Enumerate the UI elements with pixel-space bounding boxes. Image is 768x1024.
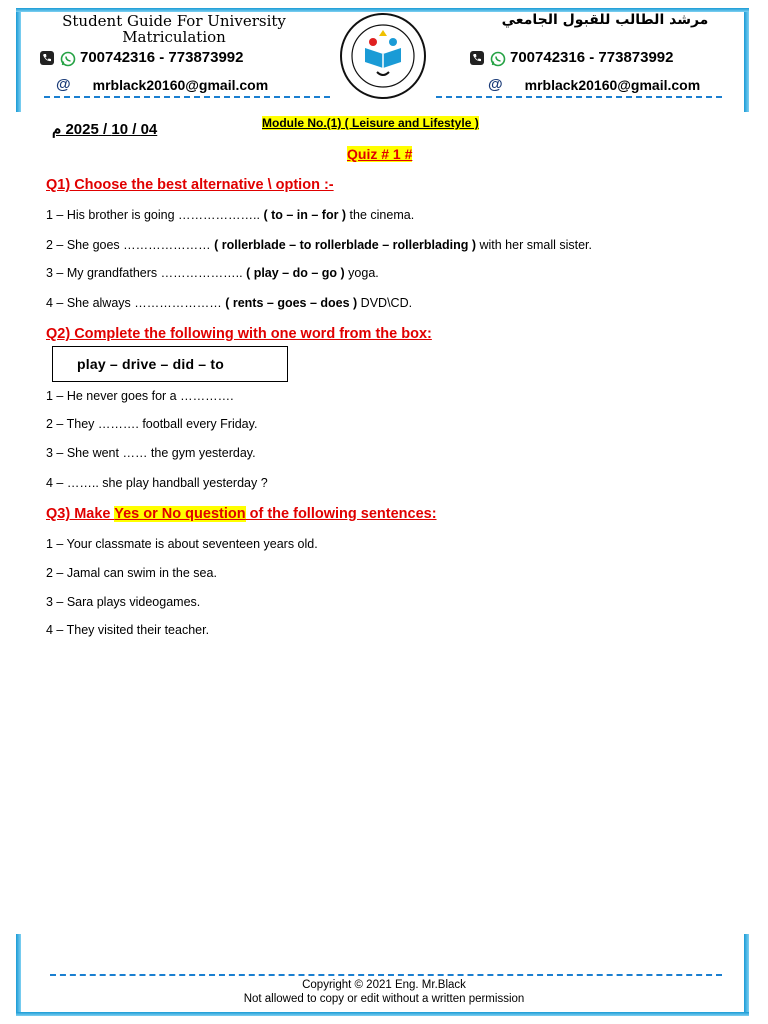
phone-numbers: 700742316 - 773873992 xyxy=(510,49,674,66)
phone-numbers: 700742316 - 773873992 xyxy=(80,49,244,66)
header-title-ar: مرشد الطالب للقبول الجامعي xyxy=(501,12,709,28)
header-email-left xyxy=(56,76,268,93)
q1-heading: Q1) Choose the best alternative \ option :- xyxy=(46,177,334,193)
q3-heading-highlight: Yes or No question xyxy=(114,506,246,522)
q1-item: 4 – She always ………………… ( rents – goes – does ) DVD\CD. xyxy=(46,296,413,310)
at-icon: @ xyxy=(56,76,71,93)
header-dashed-line-right xyxy=(436,96,722,98)
phone-icon xyxy=(40,51,54,65)
q1-item: 2 – She goes ………………… ( rollerblade – to rollerblade – rollerblading ) with her small sister. xyxy=(46,238,592,252)
footer-notice: Not allowed to copy or edit without a written permission xyxy=(243,993,525,1005)
whatsapp-icon xyxy=(60,51,74,65)
q2-item: 1 – He never goes for a …………. xyxy=(46,389,234,403)
frame-right-top xyxy=(744,8,749,112)
q3-item: 1 – Your classmate is about seventeen years old. xyxy=(46,537,318,551)
q3-item: 2 – Jamal can swim in the sea. xyxy=(46,566,217,580)
phone-icon xyxy=(470,51,484,65)
q2-item: 3 – She went …… the gym yesterday. xyxy=(46,446,256,460)
q3-item: 3 – Sara plays videogames. xyxy=(46,595,201,609)
footer-copyright: Copyright © 2021 Eng. Mr.Black xyxy=(302,979,466,991)
frame-left-top xyxy=(16,8,21,112)
quiz-title: Quiz # 1 # xyxy=(347,146,413,162)
footer-dashed-line xyxy=(50,974,722,976)
whatsapp-icon xyxy=(490,51,504,65)
logo-emblem xyxy=(339,12,427,100)
q2-item: 4 – …….. she play handball yesterday ? xyxy=(46,476,268,490)
q3-item: 4 – They visited their teacher. xyxy=(46,623,210,637)
q1-item: 1 – His brother is going ……………….. ( to – in – for ) the cinema. xyxy=(46,208,415,222)
frame-bottom xyxy=(16,1012,749,1016)
header-title-en-line1: Student Guide For University xyxy=(62,12,286,30)
quiz-date: 04 / 10 / 2025 م xyxy=(52,121,158,138)
email-address: mrblack20160@gmail.com xyxy=(524,76,701,93)
header-email-right xyxy=(488,76,700,93)
q1-item: 3 – My grandfathers ……………….. ( play – do – go ) yoga. xyxy=(46,266,379,280)
header-phone-right xyxy=(470,49,674,66)
header-phone-left xyxy=(40,49,244,66)
word-box: play – drive – did – to xyxy=(52,346,288,382)
header-dashed-line-left xyxy=(44,96,330,98)
q3-heading: Q3) Make Yes or No question of the following sentences: xyxy=(46,506,437,522)
at-icon: @ xyxy=(488,76,503,93)
q2-heading: Q2) Complete the following with one word from the box: xyxy=(46,326,432,342)
module-title: Module No.(1) ( Leisure and Lifestyle ) xyxy=(262,116,479,130)
header-title-en-line2: Matriculation xyxy=(122,28,226,46)
q2-item: 2 – They ………. football every Friday. xyxy=(46,417,258,431)
email-address: mrblack20160@gmail.com xyxy=(92,76,269,93)
